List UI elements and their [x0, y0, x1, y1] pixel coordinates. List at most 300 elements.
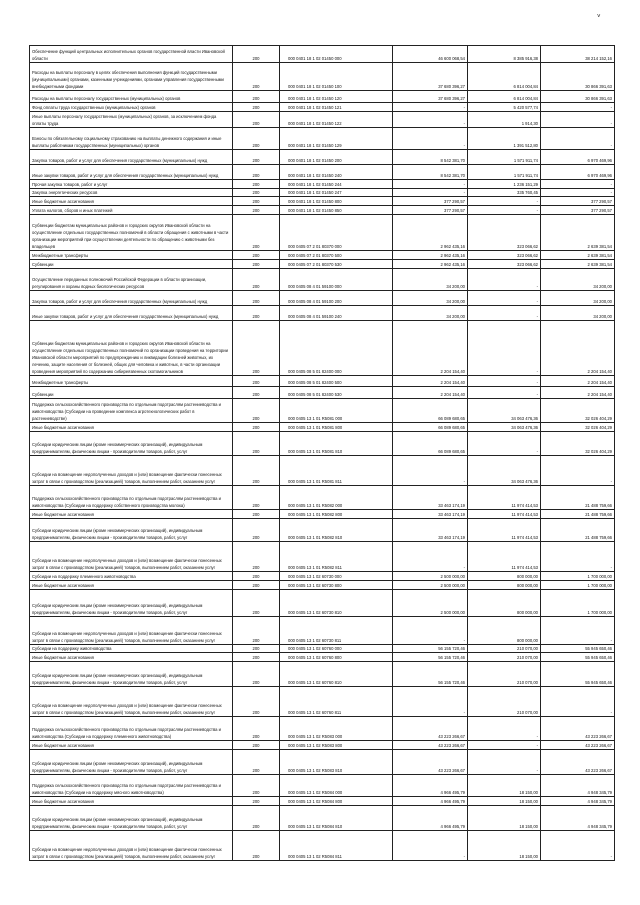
expense-name-cell: Иные закупки товаров, работ и услуг для обеспечения государственных (муниципальных) нужд	[30, 165, 233, 180]
table-row	[30, 103, 615, 112]
expense-name-cell: Взносы по обязательному социальному страхованию на выплаты денежного содержания и иные выплаты работникам государственных (муниципальных) органов	[30, 128, 233, 150]
line-code-cell: 200	[233, 486, 280, 510]
expense-name-cell: Субвенции	[30, 387, 233, 399]
executed-amount-cell: 5 420 577,74	[468, 103, 541, 112]
approved-amount-cell: -	[393, 180, 468, 189]
line-code-cell: 200	[233, 645, 280, 653]
line-code-cell: 200	[233, 180, 280, 189]
remainder-amount-cell: 2 639 381,54	[541, 251, 615, 260]
classification-code-cell: 000 0405 13 1 02 R5084 000	[280, 775, 393, 797]
executed-amount-cell: -	[468, 306, 541, 321]
approved-amount-cell: 2 962 435,16	[393, 251, 468, 260]
expense-name-cell: Иные бюджетные ассигнования	[30, 510, 233, 519]
table-row	[30, 165, 615, 180]
line-code-cell: 200	[233, 423, 280, 432]
expense-name-cell: Субсидии на возмещение недополученных доходов и (или) возмещение фактически понесенных затрат в связи с производством (реализацией) товаров, выполнением работ, оказанием услуг	[30, 456, 233, 486]
remainder-amount-cell: 32 026 404,29	[541, 423, 615, 432]
expense-name-cell: Межбюджетные трансферты	[30, 376, 233, 387]
approved-amount-cell: 2 500 000,00	[393, 572, 468, 581]
expense-name-cell: Иные бюджетные ассигнования	[30, 423, 233, 432]
approved-amount-cell: 34 200,00	[393, 306, 468, 321]
classification-code-cell: 000 0405 13 1 02 R5083 810	[280, 750, 393, 775]
table-row	[30, 46, 615, 63]
table-row	[30, 260, 615, 269]
table-row	[30, 486, 615, 510]
table-body	[30, 46, 615, 861]
approved-amount-cell: -	[393, 103, 468, 112]
expense-name-cell: Поддержка сельскохозяйственного производства по отдельным подотраслям растениеводства и животноводства (Субсидии на проведение комплекса агротехнологических работ в растениеводстве)	[30, 399, 233, 423]
approved-amount-cell: 4 966 495,79	[393, 797, 468, 806]
remainder-amount-cell: -	[541, 831, 615, 861]
approved-amount-cell: -	[393, 128, 468, 150]
expense-name-cell: Закупка товаров, работ и услуг для обеспечения государственных (муниципальных) нужд	[30, 150, 233, 165]
table-row	[30, 542, 615, 572]
executed-amount-cell: 8 385 916,38	[468, 46, 541, 63]
executed-amount-cell: 1 571 911,74	[468, 150, 541, 165]
classification-code-cell: 000 0405 08 5 01 82400 000	[280, 321, 393, 376]
remainder-amount-cell: 377 290,57	[541, 206, 615, 215]
expense-name-cell: Субвенции бюджетам муниципальных районов и городских округов Ивановской области на осуществление отдельных государственных полномочий по организации проведения на территории Ивановской области мероприятий по предупреждению и ликвидации болезней животных, их лечению, защите населения от болезней, общих для человека и животных, в части организации проведения мероприятий по содержанию сибиреязвенных скотомогильников	[30, 321, 233, 376]
table-row	[30, 645, 615, 653]
executed-amount-cell: 210 070,00	[468, 653, 541, 662]
classification-code-cell: 000 0401 18 1 02 01450 200	[280, 150, 393, 165]
expense-name-cell: Расходы на выплаты персоналу государственных (муниципальных) органов	[30, 91, 233, 103]
executed-amount-cell: 6 814 004,84	[468, 63, 541, 91]
table-row	[30, 423, 615, 432]
expense-name-cell: Субсидии юридическим лицам (кроме некоммерческих организаций), индивидуальным предпринимателям, физическим лицам - производителям товаров, работ, услуг	[30, 750, 233, 775]
expense-name-cell: Субсидии на возмещение недополученных доходов и (или) возмещение фактически понесенных затрат в связи с производством (реализацией) товаров, выполнением работ, оказанием услуг	[30, 831, 233, 861]
table-row	[30, 590, 615, 617]
approved-amount-cell: 2 204 154,40	[393, 387, 468, 399]
executed-amount-cell: 34 063 476,36	[468, 399, 541, 423]
expense-name-cell: Субсидии на возмещение недополученных доходов и (или) возмещение фактически понесенных затрат в связи с производством (реализацией) товаров, выполнением работ, оказанием услуг	[30, 617, 233, 645]
remainder-amount-cell: 1 700 000,00	[541, 581, 615, 590]
classification-code-cell: 000 0405 07 2 01 80370 000	[280, 215, 393, 251]
classification-code-cell: 000 0405 13 1 01 R5082 800	[280, 510, 393, 519]
approved-amount-cell: -	[393, 189, 468, 197]
line-code-cell: 200	[233, 572, 280, 581]
remainder-amount-cell: 30 866 391,63	[541, 91, 615, 103]
table-row	[30, 399, 615, 423]
line-code-cell: 200	[233, 831, 280, 861]
approved-amount-cell: 43 223 266,67	[393, 717, 468, 741]
line-code-cell: 200	[233, 775, 280, 797]
line-code-cell: 200	[233, 165, 280, 180]
line-code-cell: 200	[233, 542, 280, 572]
approved-amount-cell: 66 089 680,65	[393, 432, 468, 456]
table-row	[30, 197, 615, 206]
classification-code-cell: 000 0405 13 1 02 60730 811	[280, 617, 393, 645]
executed-amount-cell: 323 066,62	[468, 260, 541, 269]
remainder-amount-cell: 4 948 345,79	[541, 806, 615, 831]
remainder-amount-cell: 6 970 469,96	[541, 165, 615, 180]
remainder-amount-cell: -	[541, 542, 615, 572]
remainder-amount-cell: 43 223 266,67	[541, 741, 615, 750]
approved-amount-cell: 2 500 000,00	[393, 590, 468, 617]
page-mark: ˅	[597, 14, 601, 20]
line-code-cell: 200	[233, 306, 280, 321]
line-code-cell: 200	[233, 510, 280, 519]
remainder-amount-cell: 32 026 404,29	[541, 399, 615, 423]
classification-code-cell: 000 0401 18 1 02 01450 800	[280, 197, 393, 206]
approved-amount-cell: 377 290,57	[393, 197, 468, 206]
classification-code-cell: 000 0405 08 4 01 59100 240	[280, 306, 393, 321]
approved-amount-cell: 8 542 381,70	[393, 150, 468, 165]
line-code-cell: 200	[233, 260, 280, 269]
classification-code-cell: 000 0401 18 1 02 01450 129	[280, 128, 393, 150]
classification-code-cell: 000 0401 18 1 02 01450 240	[280, 165, 393, 180]
executed-amount-cell: -	[468, 291, 541, 306]
remainder-amount-cell: 2 639 381,54	[541, 215, 615, 251]
table-row	[30, 376, 615, 387]
approved-amount-cell: -	[393, 112, 468, 128]
approved-amount-cell: 43 223 266,67	[393, 741, 468, 750]
executed-amount-cell: 1 571 911,74	[468, 165, 541, 180]
line-code-cell: 200	[233, 806, 280, 831]
executed-amount-cell: -	[468, 717, 541, 741]
classification-code-cell: 000 0405 07 2 01 80370 500	[280, 251, 393, 260]
expense-name-cell: Иные бюджетные ассигнования	[30, 653, 233, 662]
executed-amount-cell: 18 150,00	[468, 797, 541, 806]
expense-name-cell: Субсидии юридическим лицам (кроме некоммерческих организаций), индивидуальным предпринимателям, физическим лицам - производителям товаров, работ, услуг	[30, 432, 233, 456]
table-row	[30, 128, 615, 150]
line-code-cell: 200	[233, 251, 280, 260]
line-code-cell: 200	[233, 741, 280, 750]
remainder-amount-cell: -	[541, 189, 615, 197]
expense-name-cell: Межбюджетные трансферты	[30, 251, 233, 260]
line-code-cell: 200	[233, 46, 280, 63]
table-row	[30, 797, 615, 806]
line-code-cell: 200	[233, 662, 280, 687]
expense-name-cell: Субсидии на возмещение недополученных доходов и (или) возмещение фактически понесенных затрат в связи с производством (реализацией) товаров, выполнением работ, оказанием услуг	[30, 542, 233, 572]
expense-name-cell: Иные закупки товаров, работ и услуг для обеспечения государственных (муниципальных) нужд	[30, 306, 233, 321]
expense-name-cell: Субсидии юридическим лицам (кроме некоммерческих организаций), индивидуальным предпринимателям, физическим лицам - производителям товаров, работ, услуг	[30, 806, 233, 831]
line-code-cell: 200	[233, 189, 280, 197]
approved-amount-cell: 37 680 396,27	[393, 91, 468, 103]
classification-code-cell: 000 0401 18 1 02 01450 100	[280, 63, 393, 91]
executed-amount-cell: 1 391 512,80	[468, 128, 541, 150]
executed-amount-cell: 210 070,00	[468, 645, 541, 653]
approved-amount-cell: 56 155 720,46	[393, 653, 468, 662]
remainder-amount-cell: 2 204 154,40	[541, 387, 615, 399]
line-code-cell: 200	[233, 581, 280, 590]
remainder-amount-cell: 32 026 404,29	[541, 432, 615, 456]
expense-name-cell: Поддержка сельскохозяйственного производства по отдельным подотраслям растениеводства и животноводства (Субсидии на поддержку племенного животноводства)	[30, 717, 233, 741]
executed-amount-cell: 34 063 476,36	[468, 456, 541, 486]
classification-code-cell: 000 0401 18 1 02 01450 850	[280, 206, 393, 215]
approved-amount-cell: -	[393, 687, 468, 717]
classification-code-cell: 000 0405 13 1 02 60760 810	[280, 662, 393, 687]
approved-amount-cell: 8 542 381,70	[393, 165, 468, 180]
table-row	[30, 387, 615, 399]
classification-code-cell: 000 0405 13 1 02 R5084 800	[280, 797, 393, 806]
line-code-cell: 200	[233, 206, 280, 215]
remainder-amount-cell: 34 200,00	[541, 269, 615, 291]
remainder-amount-cell: 2 639 381,54	[541, 260, 615, 269]
table-row	[30, 215, 615, 251]
executed-amount-cell: 18 150,00	[468, 831, 541, 861]
table-row	[30, 112, 615, 128]
remainder-amount-cell: 34 200,00	[541, 306, 615, 321]
approved-amount-cell: -	[393, 831, 468, 861]
remainder-amount-cell: 2 204 154,40	[541, 321, 615, 376]
table-row	[30, 831, 615, 861]
remainder-amount-cell: 43 223 266,67	[541, 717, 615, 741]
expense-name-cell: Субсидии юридическим лицам (кроме некоммерческих организаций), индивидуальным предпринимателям, физическим лицам - производителям товаров, работ, услуг	[30, 519, 233, 542]
classification-code-cell: 000 0405 13 1 01 R5081 800	[280, 423, 393, 432]
table-row	[30, 180, 615, 189]
expense-name-cell: Иные бюджетные ассигнования	[30, 741, 233, 750]
approved-amount-cell: 2 500 000,00	[393, 581, 468, 590]
table-row	[30, 717, 615, 741]
expense-name-cell: Субвенции	[30, 260, 233, 269]
executed-amount-cell: 800 000,00	[468, 590, 541, 617]
remainder-amount-cell: 1 700 000,00	[541, 590, 615, 617]
table-row	[30, 189, 615, 197]
line-code-cell: 200	[233, 91, 280, 103]
line-code-cell: 200	[233, 653, 280, 662]
line-code-cell: 200	[233, 291, 280, 306]
expense-name-cell: Иные бюджетные ассигнования	[30, 797, 233, 806]
classification-code-cell: 000 0405 13 1 02 60730 000	[280, 572, 393, 581]
executed-amount-cell: -	[468, 206, 541, 215]
expense-name-cell: Субсидии юридическим лицам (кроме некоммерческих организаций), индивидуальным предпринимателям, физическим лицам - производителям товаров, работ, услуг	[30, 662, 233, 687]
executed-amount-cell: -	[468, 321, 541, 376]
classification-code-cell: 000 0405 13 1 02 R5083 800	[280, 741, 393, 750]
table-row	[30, 306, 615, 321]
remainder-amount-cell: 30 866 391,63	[541, 63, 615, 91]
executed-amount-cell: 11 974 414,53	[468, 486, 541, 510]
remainder-amount-cell: 1 700 000,00	[541, 572, 615, 581]
approved-amount-cell: 4 966 495,79	[393, 806, 468, 831]
line-code-cell: 200	[233, 456, 280, 486]
executed-amount-cell: -	[468, 269, 541, 291]
classification-code-cell: 000 0405 13 1 02 R5084 810	[280, 806, 393, 831]
approved-amount-cell: -	[393, 542, 468, 572]
table-row	[30, 806, 615, 831]
executed-amount-cell: 18 150,00	[468, 775, 541, 797]
table-row	[30, 251, 615, 260]
expense-name-cell: Расходы на выплаты персоналу в целях обеспечения выполнения функций государственными (муниципальными) органами, казенными учреждениями, органами управления государственными внебюджетными фондами	[30, 63, 233, 91]
executed-amount-cell: 11 974 414,53	[468, 519, 541, 542]
executed-amount-cell: -	[468, 750, 541, 775]
line-code-cell: 200	[233, 432, 280, 456]
classification-code-cell: 000 0405 13 1 02 60760 000	[280, 645, 393, 653]
approved-amount-cell: 56 155 720,46	[393, 645, 468, 653]
remainder-amount-cell: 21 488 759,66	[541, 510, 615, 519]
table-row	[30, 91, 615, 103]
executed-amount-cell: 1 236 151,29	[468, 180, 541, 189]
expense-name-cell: Иные выплаты персоналу государственных (муниципальных) органов, за исключением фонда оплаты труда	[30, 112, 233, 128]
expense-name-cell: Субсидии на возмещение недополученных доходов и (или) возмещение фактически понесенных затрат в связи с производством (реализацией) товаров, выполнением работ, оказанием услуг	[30, 687, 233, 717]
remainder-amount-cell: -	[541, 456, 615, 486]
executed-amount-cell: 210 070,00	[468, 662, 541, 687]
line-code-cell: 200	[233, 519, 280, 542]
expense-name-cell: Субсидии на поддержку племенного животноводства	[30, 572, 233, 581]
classification-code-cell: 000 0405 08 4 01 59100 200	[280, 291, 393, 306]
approved-amount-cell: 2 204 154,40	[393, 321, 468, 376]
expense-name-cell: Осуществление переданных полномочий Российской Федерации в области организации, регулирования и охраны водных биологических ресурсов	[30, 269, 233, 291]
executed-amount-cell: 335 760,45	[468, 189, 541, 197]
expense-name-cell: Поддержка сельскохозяйственного производства по отдельным подотраслям растениеводства и животноводства (Субсидии на поддержку мясного животноводства)	[30, 775, 233, 797]
expense-name-cell: Уплата налогов, сборов и иных платежей	[30, 206, 233, 215]
classification-code-cell: 000 0405 13 1 02 R5084 811	[280, 831, 393, 861]
executed-amount-cell: -	[468, 432, 541, 456]
line-code-cell: 200	[233, 269, 280, 291]
executed-amount-cell: 11 974 414,53	[468, 542, 541, 572]
line-code-cell: 200	[233, 321, 280, 376]
classification-code-cell: 000 0405 13 1 01 R5081 000	[280, 399, 393, 423]
classification-code-cell: 000 0405 13 1 02 60760 811	[280, 687, 393, 717]
executed-amount-cell: 11 974 414,53	[468, 510, 541, 519]
executed-amount-cell: 323 066,62	[468, 251, 541, 260]
line-code-cell: 200	[233, 590, 280, 617]
line-code-cell: 200	[233, 376, 280, 387]
remainder-amount-cell: 21 488 759,66	[541, 486, 615, 510]
remainder-amount-cell: 55 945 650,46	[541, 662, 615, 687]
executed-amount-cell: -	[468, 376, 541, 387]
table-row	[30, 150, 615, 165]
remainder-amount-cell: 55 945 650,46	[541, 645, 615, 653]
line-code-cell: 200	[233, 103, 280, 112]
classification-code-cell: 000 0401 18 1 02 01450 120	[280, 91, 393, 103]
approved-amount-cell: 2 962 435,16	[393, 260, 468, 269]
approved-amount-cell: -	[393, 617, 468, 645]
approved-amount-cell: 2 962 435,16	[393, 215, 468, 251]
expense-name-cell: Субсидии юридическим лицам (кроме некоммерческих организаций), индивидуальным предпринимателям, физическим лицам - производителям товаров, работ, услуг	[30, 590, 233, 617]
remainder-amount-cell: -	[541, 128, 615, 150]
classification-code-cell: 000 0405 08 4 01 59100 000	[280, 269, 393, 291]
table-row	[30, 456, 615, 486]
classification-code-cell: 000 0401 18 1 02 01450 121	[280, 103, 393, 112]
table-row	[30, 662, 615, 687]
approved-amount-cell: 377 290,57	[393, 206, 468, 215]
approved-amount-cell: 46 600 068,54	[393, 46, 468, 63]
expense-name-cell: Поддержка сельскохозяйственного производства по отдельным подотраслям растениеводства и животноводства (Субсидии на поддержку собственного производства молока)	[30, 486, 233, 510]
expense-name-cell: Фонд оплаты труда государственных (муниципальных) органов	[30, 103, 233, 112]
executed-amount-cell: 800 000,00	[468, 617, 541, 645]
executed-amount-cell: -	[468, 197, 541, 206]
line-code-cell: 200	[233, 215, 280, 251]
executed-amount-cell: 210 070,00	[468, 687, 541, 717]
remainder-amount-cell: -	[541, 112, 615, 128]
approved-amount-cell: 56 155 720,46	[393, 662, 468, 687]
table-row	[30, 617, 615, 645]
line-code-cell: 200	[233, 197, 280, 206]
table-row	[30, 653, 615, 662]
table-row	[30, 206, 615, 215]
approved-amount-cell: 4 966 495,79	[393, 775, 468, 797]
classification-code-cell: 000 0405 13 1 01 R5081 810	[280, 432, 393, 456]
remainder-amount-cell: -	[541, 687, 615, 717]
remainder-amount-cell: 2 204 154,40	[541, 376, 615, 387]
table-row	[30, 519, 615, 542]
line-code-cell: 200	[233, 687, 280, 717]
expense-name-cell: Иные бюджетные ассигнования	[30, 197, 233, 206]
line-code-cell: 200	[233, 128, 280, 150]
executed-amount-cell: 800 000,00	[468, 581, 541, 590]
expense-name-cell: Закупка товаров, работ и услуг для обеспечения государственных (муниципальных) нужд	[30, 291, 233, 306]
expense-name-cell: Прочая закупка товаров, работ и услуг	[30, 180, 233, 189]
remainder-amount-cell: 55 945 650,46	[541, 653, 615, 662]
approved-amount-cell: 43 223 266,67	[393, 750, 468, 775]
executed-amount-cell: -	[468, 741, 541, 750]
approved-amount-cell: 33 463 174,19	[393, 486, 468, 510]
table-row	[30, 581, 615, 590]
classification-code-cell: 000 0405 08 5 01 82400 500	[280, 376, 393, 387]
remainder-amount-cell: 38 214 152,16	[541, 46, 615, 63]
line-code-cell: 200	[233, 717, 280, 741]
table-row	[30, 687, 615, 717]
executed-amount-cell: 18 150,00	[468, 806, 541, 831]
expense-name-cell: Субсидии на поддержку животноводства	[30, 645, 233, 653]
line-code-cell: 200	[233, 617, 280, 645]
approved-amount-cell: 34 200,00	[393, 269, 468, 291]
classification-code-cell: 000 0405 08 5 01 82400 530	[280, 387, 393, 399]
line-code-cell: 200	[233, 750, 280, 775]
expense-name-cell: Обеспечение функций центральных исполнительных органов государственной власти Ивановской области	[30, 46, 233, 63]
classification-code-cell: 000 0405 13 1 01 R5081 811	[280, 456, 393, 486]
table-row	[30, 510, 615, 519]
executed-amount-cell: 800 000,00	[468, 572, 541, 581]
remainder-amount-cell: -	[541, 180, 615, 189]
approved-amount-cell: 66 089 680,65	[393, 399, 468, 423]
table-row	[30, 63, 615, 91]
executed-amount-cell: -	[468, 387, 541, 399]
line-code-cell: 200	[233, 399, 280, 423]
table-row	[30, 572, 615, 581]
line-code-cell: 200	[233, 112, 280, 128]
classification-code-cell: 000 0405 13 1 02 60730 810	[280, 590, 393, 617]
remainder-amount-cell: 377 290,57	[541, 197, 615, 206]
approved-amount-cell: 33 463 174,19	[393, 519, 468, 542]
classification-code-cell: 000 0401 18 1 02 01450 122	[280, 112, 393, 128]
approved-amount-cell: 34 200,00	[393, 291, 468, 306]
remainder-amount-cell: 6 970 469,96	[541, 150, 615, 165]
remainder-amount-cell: -	[541, 617, 615, 645]
remainder-amount-cell: 34 200,00	[541, 291, 615, 306]
executed-amount-cell: 323 066,62	[468, 215, 541, 251]
line-code-cell: 200	[233, 797, 280, 806]
line-code-cell: 200	[233, 150, 280, 165]
table-row	[30, 432, 615, 456]
table-row	[30, 775, 615, 797]
approved-amount-cell: 33 463 174,19	[393, 510, 468, 519]
executed-amount-cell: 34 063 476,36	[468, 423, 541, 432]
table-row	[30, 269, 615, 291]
classification-code-cell: 000 0405 13 1 02 60730 800	[280, 581, 393, 590]
classification-code-cell: 000 0405 13 1 02 R5083 000	[280, 717, 393, 741]
executed-amount-cell: 1 914,30	[468, 112, 541, 128]
approved-amount-cell: 37 680 396,27	[393, 63, 468, 91]
classification-code-cell: 000 0401 18 1 02 01450 247	[280, 189, 393, 197]
classification-code-cell: 000 0401 18 1 02 01450 244	[280, 180, 393, 189]
classification-code-cell: 000 0401 18 1 02 01450 000	[280, 46, 393, 63]
classification-code-cell: 000 0405 07 2 01 80370 530	[280, 260, 393, 269]
remainder-amount-cell: 21 488 759,66	[541, 519, 615, 542]
approved-amount-cell: -	[393, 456, 468, 486]
table-row	[30, 291, 615, 306]
table-row	[30, 321, 615, 376]
budget-execution-table	[29, 45, 615, 861]
table-row	[30, 741, 615, 750]
remainder-amount-cell: 43 223 266,67	[541, 750, 615, 775]
approved-amount-cell: 66 089 680,65	[393, 423, 468, 432]
remainder-amount-cell: 4 948 345,79	[541, 797, 615, 806]
classification-code-cell: 000 0405 13 1 01 R5082 811	[280, 542, 393, 572]
line-code-cell: 200	[233, 387, 280, 399]
expense-name-cell: Закупка энергетических ресурсов	[30, 189, 233, 197]
